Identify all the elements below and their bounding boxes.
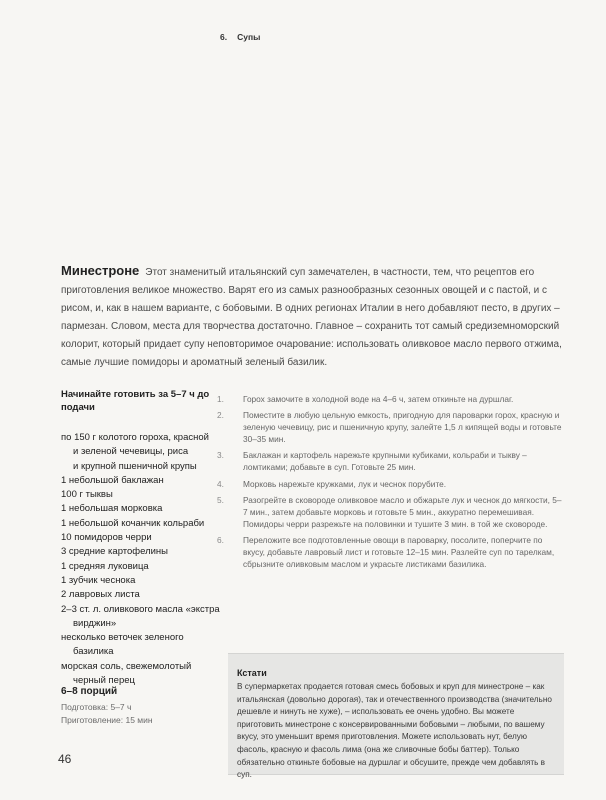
ingredient-item: 10 помидоров черри [61,532,152,544]
step-item [214,449,566,473]
recipe-title: Минестроне [61,263,140,278]
time-info [61,701,153,726]
ingredient-item: 3 средние картофелины [61,546,169,558]
step-number: 5. [217,494,224,505]
step-text: Баклажан и картофель нарежьте крупными кубиками, кольраби и тыкву – ломтиками; добавьте в суп. Готовьте 25 мин. [243,450,527,473]
chapter-title: Супы [237,32,261,42]
ingredients-list [61,431,226,688]
step-number: 4. [217,478,224,489]
step-text: Разогрейте в сковороде оливковое масло и обжарьте лук и чеснок до мягкости, 5–7 мин., затем добавьте морковь и готовьте 5 мин., аккуратно перемешивая. Помидоры черри разрежьте на половинки и тушите 3 мин. в той же сковороде. [243,494,562,529]
ingredient-item: 1 небольшая морковка [61,503,163,515]
step-text: Морковь нарежьте кружками, лук и чеснок порубите. [243,478,447,489]
chapter-header [220,32,260,42]
intro-text: Этот знаменитый итальянский суп замечателен, в частности, тем, что рецептов его приготовления великое множество. Варят его из самых разнообразных сезонных овощей и с пастой, и с рисом, и, как в нашем варианте, с бобовыми. В одних регионах Италии в него добавляют песто, в других – пармезан. Словом, места для творчества достаточно. Главное – сохранить тот самый средиземноморский колорит, который придает супу неповторимое очарование: использовать оливковое масло первого отжима, самые лучшие помидоры и ароматный зеленый базилик. [61,267,562,368]
prep-time: Подготовка: 5–7 ч [61,702,132,712]
recipe-intro [61,262,571,372]
ingredient-item: морская соль, свежемолотый [61,660,192,672]
ingredient-item: вирджин» [73,617,117,629]
step-text: Переложите все подготовленные овощи в пароварку, посолите, поперчите по вкусу, добавьте лавровый лист и готовьте 12–15 мин. Разлейте суп по тарелкам, сбрызните оливковым маслом и украсьте листиками базилика. [243,534,555,570]
step-item [214,534,566,570]
ingredient-item: черный перец [73,675,135,687]
ingredient-item: и крупной пшеничной крупы [73,460,197,472]
ingredient-item: 2–3 ст. л. оливкового масла «экстра [61,603,220,615]
step-number: 3. [217,450,224,461]
tip-text: В супермаркетах продается готовая смесь бобовых и круп для минестроне – как итальянская (довольно дорогая), так и отечественного производства (значительно дешевле и нинуть не хуже), – использовать ее очень удобно. Вы можете приготовить минестроне с консервированными бобовыми – любыми, по вашему вкусу, это уменьшит время приготовления. Можете использовать нут, белую фасоль, красную и фасоль лима (она же сливочные бобы баттер). Только обязательно откиньте бобовые на дуршлаг и обсушите, прежде чем добавлять в суп. [237,682,552,780]
step-number: 6. [217,534,224,545]
ingredient-item: 1 средняя луковица [61,560,149,572]
ingredient-item: 1 небольшой баклажан [61,474,164,486]
step-item [214,393,566,405]
cook-time: Приготовление: 15 мин [61,714,153,725]
step-text: Горох замочите в холодной воде на 4–6 ч, затем откиньте на дуршлаг. [243,394,514,404]
step-item [214,409,566,445]
step-item [214,478,566,490]
ingredient-item: 1 зубчик чеснока [61,574,136,586]
chapter-number: 6. [220,32,228,42]
steps-list [214,393,566,574]
ingredient-item: 1 небольшой кочанчик кольраби [61,517,205,529]
ingredient-item: несколько веточек зеленого [61,632,184,644]
ingredient-item: по 150 г колотого гороха, красной [61,432,209,443]
step-item [214,494,566,530]
ingredient-item: и зеленой чечевицы, риса [73,446,189,458]
page-number: 46 [58,752,72,766]
ingredient-item: базилика [73,646,114,658]
step-number: 1. [217,394,224,404]
portions: 6–8 порций [61,686,118,697]
tip-title: Кстати [237,668,267,678]
ingredient-item: 100 г тыквы [61,489,113,501]
step-text: Поместите в любую цельную емкость, пригодную для пароварки горох, красную и зеленую чечевицу, рис и пшеничную крупу, залейте 1,5 л кипящей воды и готовьте 30–35 мин. [243,410,562,445]
timing-note: Начинайте готовить за 5–7 ч до подачи [61,389,210,413]
step-number: 2. [217,410,224,421]
ingredient-item: 2 лавровых листа [61,589,140,601]
